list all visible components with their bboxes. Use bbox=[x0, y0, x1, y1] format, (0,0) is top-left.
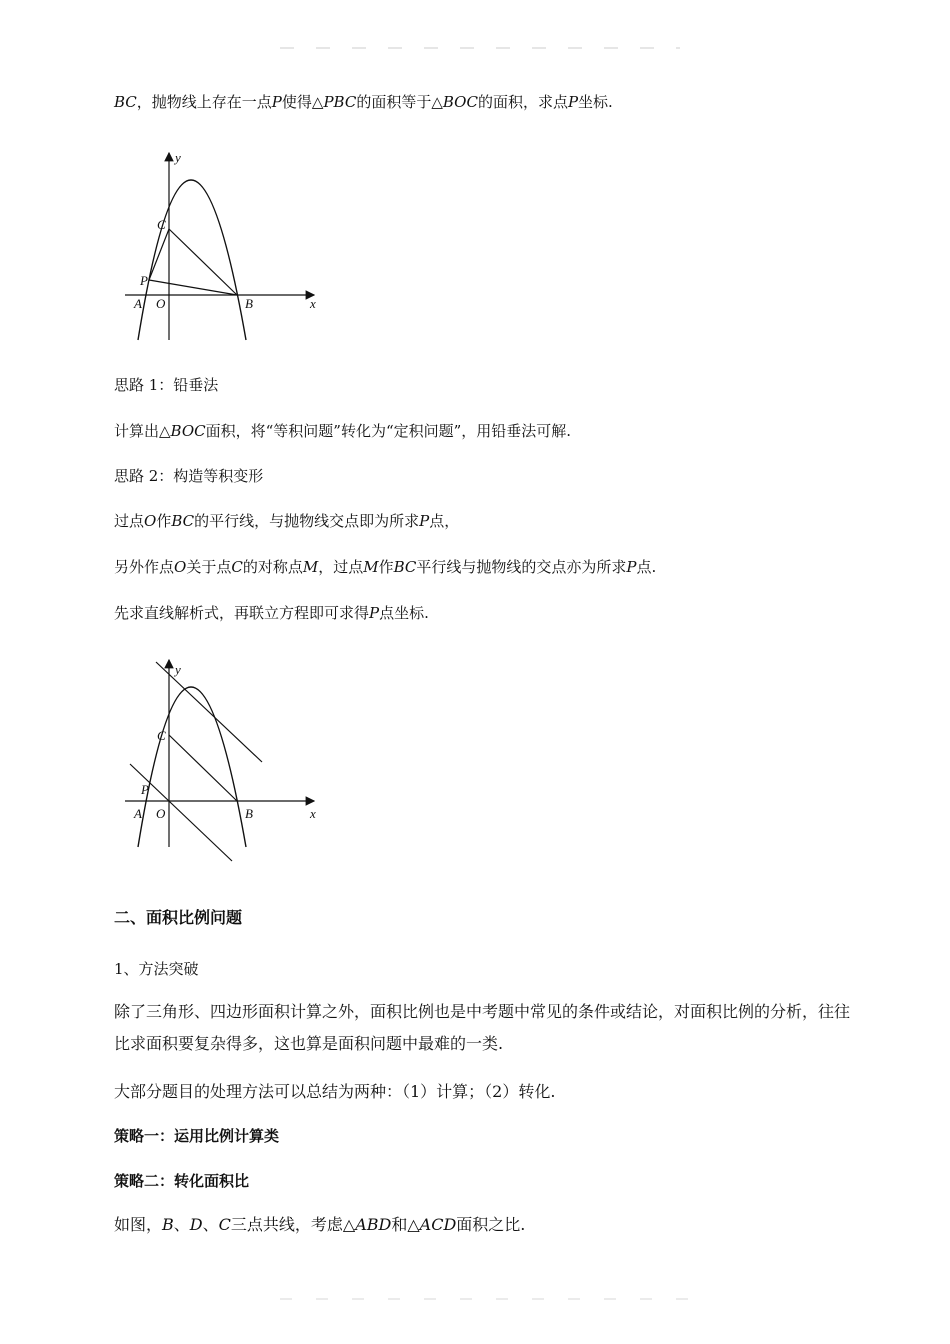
idea1-title: 思路 1：铅垂法 bbox=[114, 376, 219, 394]
idea2-line2: 另外作点O关于点C的对称点M，过点M作BC平行线与抛物线的交点亦为所求P点. bbox=[114, 558, 657, 576]
label-O: O bbox=[156, 806, 166, 821]
label-y: y bbox=[175, 662, 181, 677]
label-P: P bbox=[140, 273, 148, 288]
label-x: x bbox=[310, 296, 316, 311]
scan-mark-bottom bbox=[280, 1296, 700, 1302]
scan-mark-top bbox=[280, 45, 680, 51]
parallel-line-through-M bbox=[156, 662, 262, 762]
strategy-2: 策略二：转化面积比 bbox=[114, 1172, 250, 1190]
label-y: y bbox=[175, 150, 181, 165]
figure-1-parabola bbox=[120, 145, 330, 345]
parallel-line-through-O bbox=[130, 764, 232, 861]
label-A: A bbox=[134, 806, 142, 821]
label-O: O bbox=[156, 296, 166, 311]
label-B: B bbox=[245, 806, 253, 821]
section2-last-line: 如图，B、D、C三点共线，考虑△ABD和△ACD面积之比. bbox=[114, 1215, 526, 1234]
section2-subheading: 1、方法突破 bbox=[114, 960, 199, 978]
idea2-title: 思路 2：构造等积变形 bbox=[114, 467, 264, 485]
figure-2-parallel-lines bbox=[120, 652, 330, 867]
idea1-desc: 计算出△BOC面积，将“等积问题”转化为“定积问题”，用铅垂法可解. bbox=[114, 422, 572, 440]
label-C: C bbox=[157, 728, 166, 743]
idea2-line3: 先求直线解析式，再联立方程即可求得P点坐标. bbox=[114, 604, 429, 622]
label-A: A bbox=[134, 296, 142, 311]
idea2-line1: 过点O作BC的平行线，与抛物线交点即为所求P点， bbox=[114, 512, 460, 530]
label-x: x bbox=[310, 806, 316, 821]
strategy-1: 策略一：运用比例计算类 bbox=[114, 1127, 280, 1145]
label-P: P bbox=[141, 782, 149, 797]
label-B: B bbox=[245, 296, 253, 311]
problem-statement: BC，抛物线上存在一点P使得△PBC的面积等于△BOC的面积，求点P坐标. bbox=[114, 93, 613, 111]
segment-CB bbox=[169, 735, 237, 801]
section2-methods: 大部分题目的处理方法可以总结为两种：（1）计算；（2）转化. bbox=[114, 1082, 556, 1101]
section2-paragraph: 除了三角形、四边形面积计算之外，面积比例也是中考题中常见的条件或结论，对面积比例的分析，往往比求面积要复杂得多，这也算是面积问题中最难的一类. bbox=[114, 1002, 851, 1053]
parabola-curve bbox=[138, 180, 246, 340]
section2-heading: 二、面积比例问题 bbox=[114, 908, 243, 927]
label-C: C bbox=[157, 217, 166, 232]
